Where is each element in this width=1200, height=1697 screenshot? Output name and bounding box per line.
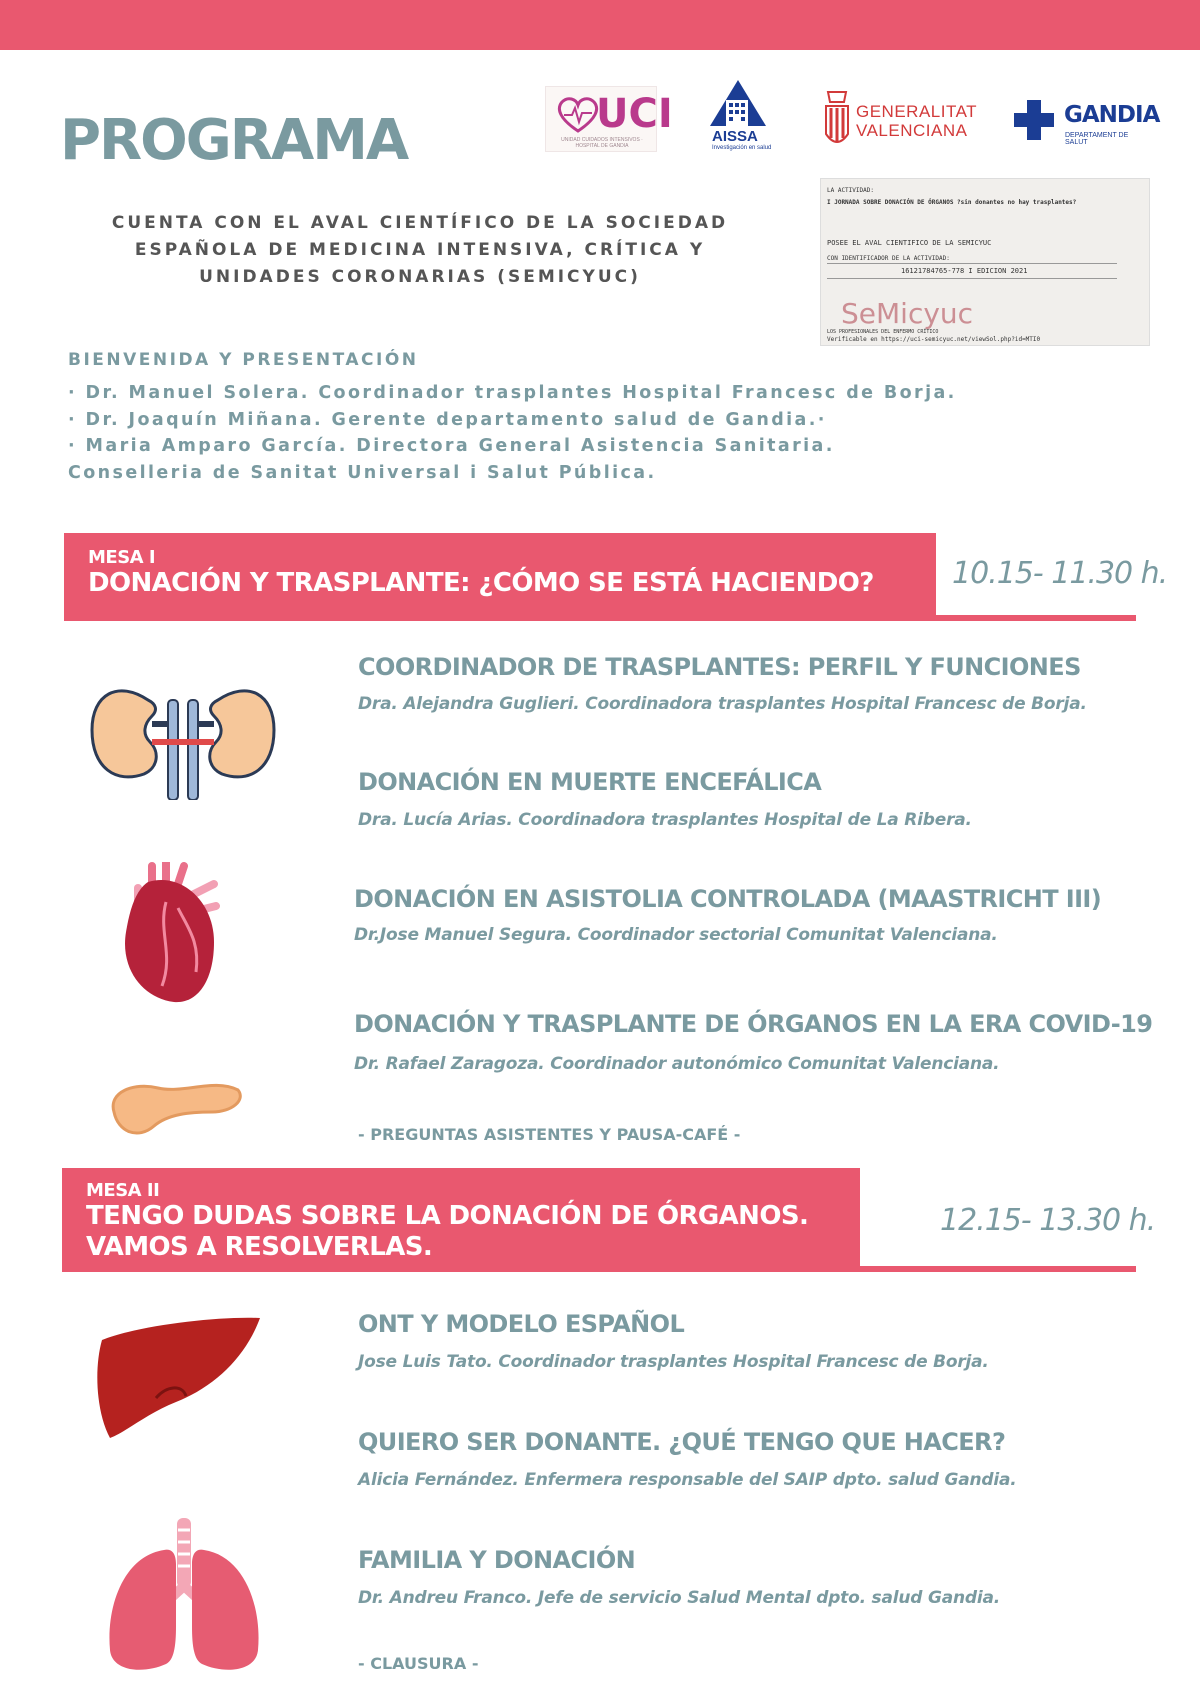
talk-title: COORDINADOR DE TRASPLANTES: PERFIL Y FUNCIONES <box>358 653 1081 681</box>
mesa2-title-line2: VAMOS A RESOLVERLAS. <box>86 1232 433 1262</box>
semicyuc-logo: SeMicyuc <box>841 297 974 330</box>
certificate-divider <box>827 263 1117 264</box>
talk-speaker: Dr. Andreu Franco. Jefe de servicio Salud Mental dpto. salud Gandia. <box>358 1588 1001 1608</box>
welcome-item: · Dr. Joaquín Miñana. Gerente departamento salud de Gandia.· <box>68 409 827 430</box>
liver-icon <box>96 1312 266 1442</box>
welcome-list <box>68 380 957 486</box>
mesa2-title-line1: TENGO DUDAS SOBRE LA DONACIÓN DE ÓRGANOS. <box>86 1201 809 1231</box>
certificate-line: 16121784765-778 I EDICION 2021 <box>901 267 1028 275</box>
certificate-line: LA ACTIVIDAD: <box>827 187 874 194</box>
heart-icon <box>556 95 600 135</box>
mesa1-time: 10.15- 11.30 h. <box>952 556 1168 591</box>
talk-title: QUIERO SER DONANTE. ¿QUÉ TENGO QUE HACER? <box>358 1428 1006 1456</box>
semicyuc-certificate <box>820 178 1150 346</box>
aissa-logo-subtitle: Investigación en salud <box>712 145 772 151</box>
coat-of-arms-icon <box>822 86 852 152</box>
talk-title: DONACIÓN Y TRASPLANTE DE ÓRGANOS EN LA ERA COVID-19 <box>354 1010 1153 1038</box>
talk-speaker: Dr. Rafael Zaragoza. Coordinador autonómico Comunitat Valenciana. <box>354 1054 1000 1074</box>
generalitat-logo-text <box>856 102 977 140</box>
talk-speaker: Jose Luis Tato. Coordinador trasplantes Hospital Francesc de Borja. <box>358 1352 989 1372</box>
gandia-logo-text: GANDIA <box>1064 102 1160 128</box>
top-accent-bar <box>0 0 1200 50</box>
gandia-logo-subtitle: DEPARTAMENT DE SALUT <box>1065 132 1129 146</box>
certificate-line: LOS PROFESIONALES DEL ENFERMO CRÍTICO <box>827 329 939 335</box>
kidneys-icon <box>88 680 278 800</box>
mesa1-label: MESA I <box>88 547 156 568</box>
uci-logo-subtitle: UNIDAD CUIDADOS INTENSIVOS · HOSPITAL DE GANDIA <box>561 137 643 149</box>
pancreas-icon <box>104 1072 244 1142</box>
mesa2-label: MESA II <box>86 1180 160 1201</box>
talk-title: FAMILIA Y DONACIÓN <box>358 1546 636 1574</box>
generalitat-line1: GENERALITAT <box>856 102 978 121</box>
building-icon <box>708 78 768 130</box>
generalitat-logo <box>822 86 984 156</box>
certificate-line: Verificable en https://uci-semicyuc.net/viewSol.php?id=MTI0 <box>827 336 1041 343</box>
scientific-endorsement <box>100 210 740 291</box>
welcome-item: · Maria Amparo García. Directora General Asistencia Sanitaria. <box>68 436 835 456</box>
mesa2-banner <box>62 1168 860 1272</box>
certificate-line: POSEE EL AVAL CIENTIFICO DE LA SEMICYUC <box>827 239 992 247</box>
heart-organ-icon <box>118 862 228 1006</box>
generalitat-line2: VALENCIANA <box>856 121 968 140</box>
aissa-logo-text: AISSA <box>712 128 758 145</box>
endorsement-line: ESPAÑOLA DE MEDICINA INTENSIVA, CRÍTICA Y <box>134 240 706 260</box>
certificate-line: CON IDENTIFICADOR DE LA ACTIVIDAD: <box>827 255 950 262</box>
uci-logo <box>545 86 673 152</box>
lungs-icon <box>104 1516 264 1676</box>
mesa1-banner <box>64 533 936 621</box>
mesa1-title: DONACIÓN Y TRASPLANTE: ¿CÓMO SE ESTÁ HACIENDO? <box>88 568 874 598</box>
welcome-item: · Dr. Manuel Solera. Coordinador trasplantes Hospital Francesc de Borja. <box>68 383 957 403</box>
endorsement-line: UNIDADES CORONARIAS (SEMICYUC) <box>199 267 641 287</box>
uci-logo-text: UCI <box>596 91 673 137</box>
aissa-logo <box>708 78 776 156</box>
talk-title: DONACIÓN EN MUERTE ENCEFÁLICA <box>358 768 822 796</box>
medical-cross-icon <box>1012 98 1056 142</box>
page-title: PROGRAMA <box>60 108 408 173</box>
endorsement-line: CUENTA CON EL AVAL CIENTÍFICO DE LA SOCIEDAD <box>111 213 729 233</box>
closing-note: - CLAUSURA - <box>358 1654 479 1673</box>
welcome-item: Conselleria de Sanitat Universal i Salut Pública. <box>68 462 657 483</box>
talk-speaker: Dra. Lucía Arias. Coordinadora trasplantes Hospital de La Ribera. <box>358 810 972 830</box>
gandia-logo <box>1012 98 1160 148</box>
break-note: - PREGUNTAS ASISTENTES Y PAUSA-CAFÉ - <box>358 1125 741 1144</box>
certificate-divider <box>827 278 1117 279</box>
certificate-line: I JORNADA SOBRE DONACIÓN DE ÓRGANOS ?sin donantes no hay trasplantes? <box>827 199 1077 206</box>
mesa2-time: 12.15- 13.30 h. <box>940 1203 1156 1238</box>
talk-title: ONT Y MODELO ESPAÑOL <box>358 1310 685 1338</box>
talk-title: DONACIÓN EN ASISTOLIA CONTROLADA (MAASTRICHT III) <box>354 885 1102 913</box>
welcome-title: BIENVENIDA Y PRESENTACIÓN <box>68 350 419 370</box>
talk-speaker: Dra. Alejandra Guglieri. Coordinadora trasplantes Hospital Francesc de Borja. <box>358 694 1087 714</box>
talk-speaker: Alicia Fernández. Enfermera responsable del SAIP dpto. salud Gandia. <box>358 1470 1017 1490</box>
talk-speaker: Dr.Jose Manuel Segura. Coordinador sectorial Comunitat Valenciana. <box>354 925 998 945</box>
